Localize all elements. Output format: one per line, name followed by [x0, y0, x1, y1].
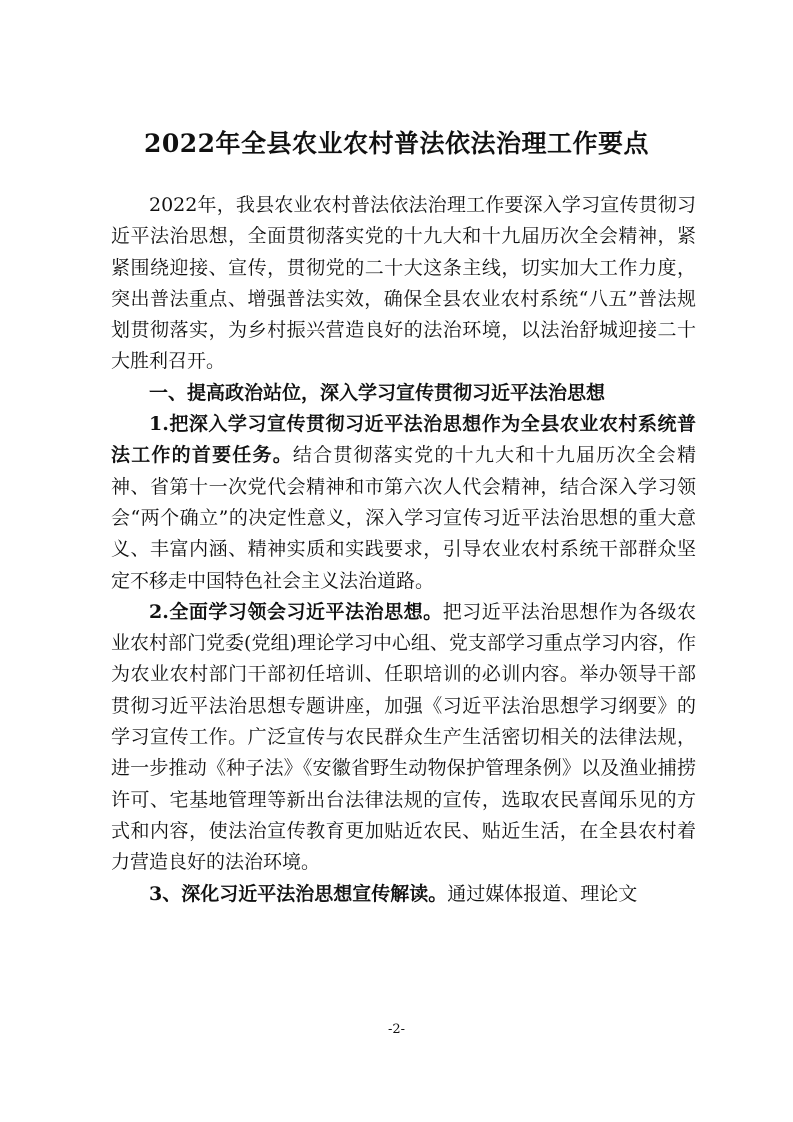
- item-paragraph-1: [111, 409, 696, 597]
- page-number: -2-: [387, 1022, 406, 1037]
- intro-paragraph: 2022年，我县农业农村普法依法治理工作要深入学习宣传贯彻习近平法治思想，全面贯彻落实党的十九大和十九届历次全会精神，紧紧围绕迎接、宣传，贯彻党的二十大这条主线，切实加大工作力度，突出普法重点、增强普法实效，确保全县农业农村系统“八五”普法规划贯彻落实，为乡村振兴营造良好的法治环境，以法治舒城迎接二十大胜利召开。: [111, 194, 696, 373]
- item-text-1: 结合贯彻落实党的十九大和十九届历次全会精神、省第十一次党代会精神和市第六次人代会精神，结合深入学习领会“两个确立”的决定性意义，深入学习宣传习近平法治思想的重大意义、丰富内涵、精神实质和实践要求，引导农业农村系统干部群众坚定不移走中国特色社会主义法治道路。: [111, 444, 696, 592]
- item-text-3: 通过媒体报道、理论文: [447, 882, 638, 905]
- item-paragraph-3: [111, 879, 696, 910]
- item-lead-3: 3、深化习近平法治思想宣传解读。: [149, 882, 448, 905]
- item-text-2: 把习近平法治思想作为各级农业农村部门党委(党组)理论学习中心组、党支部学习重点学习内容，作为农业农村部门干部初任培训、任职培训的必训内容。举办领导干部贯彻习近平法治思想专题讲座，加强《习近平法治思想学习纲要》的学习宣传工作。广泛宣传与农民群众生产生活密切相关的法律法规，进一步推动《种子法》《安徽省野生动物保护管理条例》以及渔业捕捞许可、宅基地管理等新出台法律法规的宣传，选取农民喜闻乐见的方式和内容，使法治宣传教育更加贴近农民、贴近生活，在全县农村着力营造良好的法治环境。: [111, 600, 696, 874]
- document-body: [111, 190, 696, 910]
- section-heading: 一、提高政治站位，深入学习宣传贯彻习近平法治思想: [149, 381, 606, 404]
- document-title: 2022年全县农业农村普法依法治理工作要点: [143, 129, 650, 158]
- item-paragraph-2: [111, 597, 696, 879]
- item-lead-2: 2.全面学习领会习近平法治思想。: [149, 600, 443, 623]
- item-lead-1: 1.把深入学习宣传贯彻习近平法治思想作为全县农业农村系统普法工作的首要任务。: [111, 413, 696, 467]
